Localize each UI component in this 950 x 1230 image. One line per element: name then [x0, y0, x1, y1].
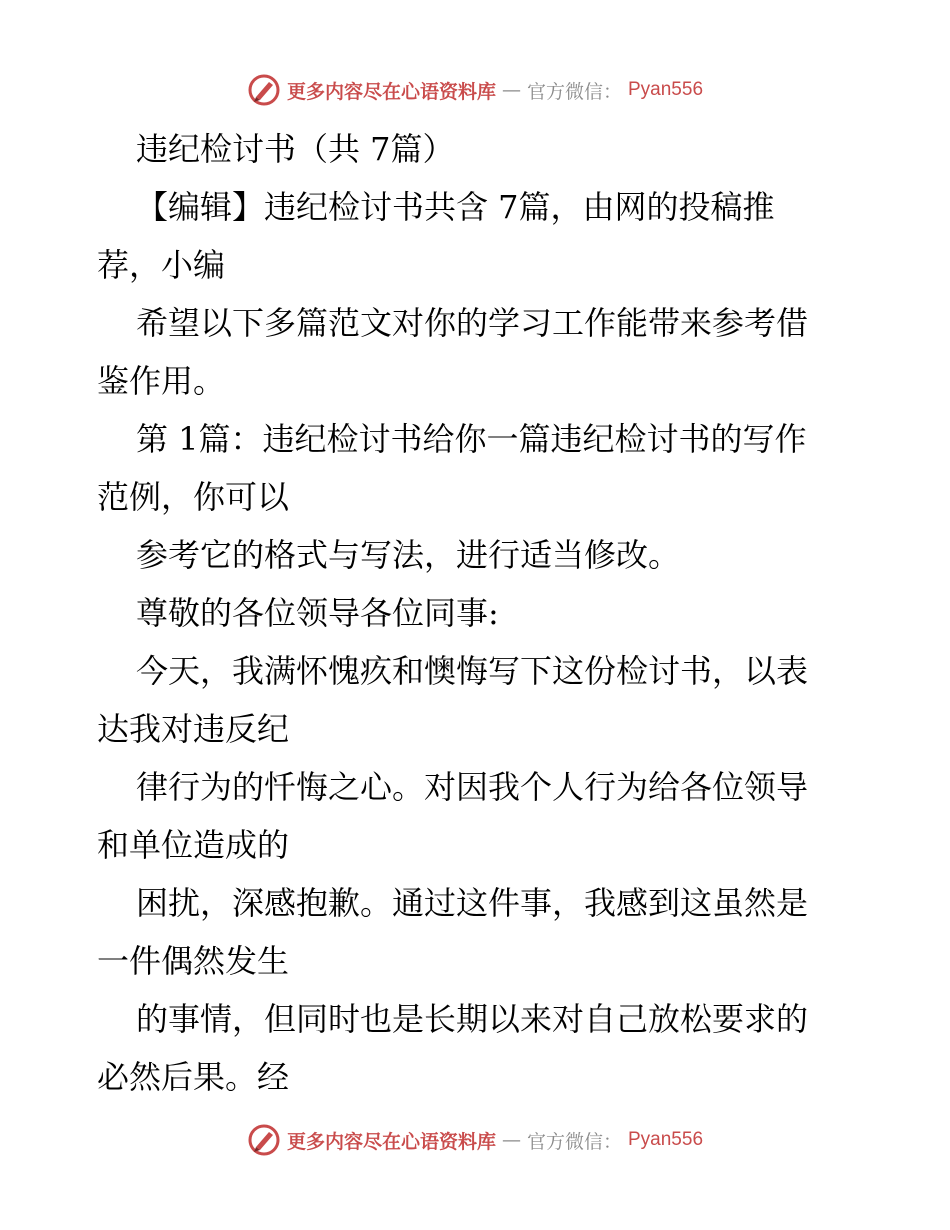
paragraph-line-3: 希望以下多篇范文对你的学习工作能带来参考借 — [136, 304, 809, 342]
paragraph-line-2: 荐，小编 — [97, 246, 226, 284]
banner-dash: — — [501, 79, 521, 101]
header-banner — [0, 70, 950, 110]
paragraph-line-6: 范例，你可以 — [97, 478, 290, 516]
banner-dash: — — [501, 1129, 521, 1151]
paragraph-line-9: 今天，我满怀愧疚和懊悔写下这份检讨书，以表 — [136, 652, 809, 690]
paragraph-line-1: 【编辑】违纪检讨书共含 7篇，由网的投稿推 — [136, 188, 775, 226]
paragraph-line-7: 参考它的格式与写法，进行适当修改。 — [136, 536, 681, 574]
paragraph-line-8: 尊敬的各位领导各位同事: — [136, 594, 499, 632]
banner-wechat-id: Pyan556 — [628, 1129, 704, 1150]
footer-banner — [0, 1120, 950, 1160]
pen-logo-icon — [247, 73, 281, 107]
document-body — [97, 120, 857, 1106]
paragraph-line-4: 鉴作用。 — [97, 362, 226, 400]
paragraph-line-15: 的事情，但同时也是长期以来对自己放松要求的 — [136, 1000, 809, 1038]
paragraph-line-10: 达我对违反纪 — [97, 710, 290, 748]
paragraph-line-12: 和单位造成的 — [97, 826, 290, 864]
pen-logo-icon — [247, 1123, 281, 1157]
banner-wechat-label: 官方微信： — [526, 80, 622, 103]
banner-wechat-label: 官方微信： — [526, 1130, 622, 1153]
banner-promo-text: 更多内容尽在心语资料库 — [286, 1130, 496, 1153]
paragraph-line-16: 必然后果。经 — [97, 1058, 290, 1096]
paragraph-line-5: 第 1篇：违纪检讨书给你一篇违纪检讨书的写作 — [136, 420, 807, 458]
paragraph-line-13: 困扰，深感抱歉。通过这件事，我感到这虽然是 — [136, 884, 809, 922]
paragraph-line-11: 律行为的忏悔之心。对因我个人行为给各位领导 — [136, 768, 809, 806]
document-title: 违纪检讨书（共 7篇） — [136, 130, 455, 168]
banner-wechat-id: Pyan556 — [628, 79, 704, 100]
paragraph-line-14: 一件偶然发生 — [97, 942, 290, 980]
banner-promo-text: 更多内容尽在心语资料库 — [286, 80, 496, 103]
